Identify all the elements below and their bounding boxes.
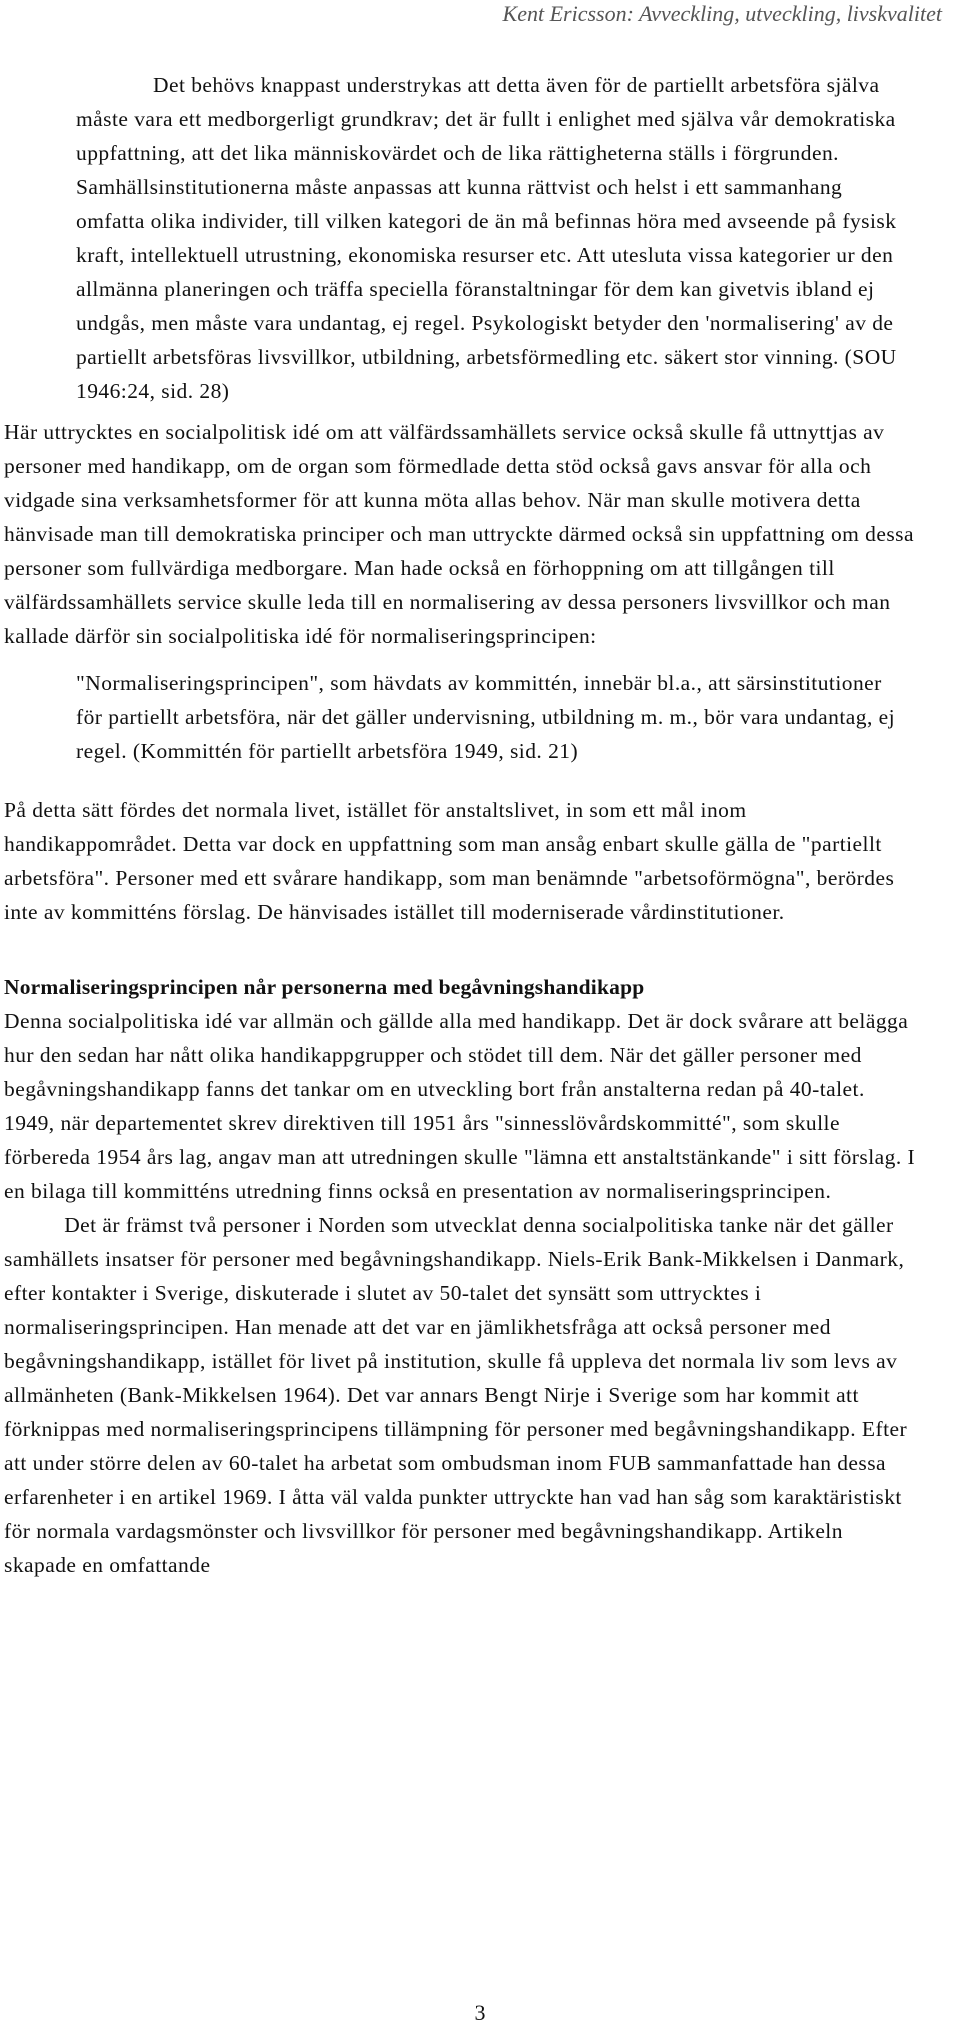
block-quote-committee-1949 bbox=[76, 666, 911, 768]
quote-text: Det behövs knappast understrykas att detta även för de partiellt arbetsföra själva måste vara ett medborgerligt grundkrav; det är fullt i enlighet med själva vår demokratiska uppfattning, att det lika människovärdet och de lika rättigheterna ställs i förgrunden. Samhällsinstitutionerna måste anpassas att kunna rättvist och helst i ett sammanhang omfatta olika individer, till vilken kategori de än må befinnas höra med avseende på fysisk kraft, intellektuell utrustning, ekonomiska resurser etc. Att utesluta vissa kategorier ur den allmänna planeringen och träffa speciella föranstaltningar för dem kan givetvis ibland ej undgås, men måste vara undantag, ej regel. Psykologiskt betyder den 'normalisering' av de partiellt arbetsföras livsvillkor, utbildning, arbetsförmedling etc. säkert stor vinning. (SOU 1946:24, sid. 28) bbox=[76, 73, 897, 403]
body-paragraph bbox=[4, 415, 919, 653]
quote-text: "Normaliseringsprincipen", som hävdats av kommittén, innebär bl.a., att särsinstitutioner för partiellt arbetsföra, när det gäller undervisning, utbildning m. m., bör vara undantag, ej regel. (Kommittén för partiellt arbetsföra 1949, sid. 21) bbox=[76, 671, 896, 763]
running-header: Kent Ericsson: Avveckling, utveckling, livskvalitet bbox=[502, 1, 942, 26]
section-heading: Normaliseringsprincipen når personerna med begåvningshandikapp bbox=[4, 975, 645, 999]
paragraph-text: Denna socialpolitiska idé var allmän och gällde alla med handikapp. Det är dock svårare att belägga hur den sedan har nått olika handikappgrupper och stödet till dem. När det gäller personer med begåvningshandikapp fanns det tankar om en utveckling bort från anstalterna redan på 40-talet. 1949, när departementet skrev direktiven till 1951 års "sinnesslövårdskommitté", som skulle förbereda 1954 års lag, angav man att utredningen skulle "lämna ett anstaltstänkande" i sitt förslag. I en bilaga till kommitténs utredning finns också en presentation av normaliseringsprincipen. bbox=[4, 1009, 916, 1203]
paragraph-text: Här uttrycktes en socialpolitisk idé om att välfärdssamhällets service också skulle få uttnyttjas av personer med handikapp, om de organ som förmedlade detta stöd också gavs ansvar för alla och vidgade sina verksamhetsformer för att kunna möta allas behov. När man skulle motivera detta hänvisade man till demokratiska principer och man uttryckte därmed också sin uppfattning om dessa personer som fullvärdiga medborgare. Man hade också en förhoppning om att tillgången till välfärdssamhällets service skulle leda till en normalisering av dessa personers livsvillkor och man kallade därför sin socialpolitiska idé för normaliseringsprincipen: bbox=[4, 420, 914, 648]
section bbox=[4, 970, 919, 1582]
page-number: 3 bbox=[474, 2000, 486, 2025]
block-quote-sou-1946 bbox=[76, 68, 911, 408]
body-paragraph bbox=[4, 793, 919, 929]
paragraph-text: På detta sätt fördes det normala livet, istället för anstaltslivet, in som ett mål inom handikappområdet. Detta var dock en uppfattning som man ansåg enbart skulle gälla de "partiellt arbetsföra". Personer med ett svårare handikapp, som man benämnde "arbetsoförmögna", berördes inte av kommitténs förslag. De hänvisades istället till moderniserade vårdinstitutioner. bbox=[4, 798, 895, 924]
paragraph-text: Det är främst två personer i Norden som utvecklat denna socialpolitiska tanke när det gäller samhällets insatser för personer med begåvningshandikapp. Niels-Erik Bank-Mikkelsen i Danmark, efter kontakter i Sverige, diskuterade i slutet av 50-talet det synsätt som uttrycktes i normaliseringsprincipen. Han menade att det var en jämlikhetsfråga att också personer med begåvningshandikapp, istället för livet på institution, skulle få uppleva det normala liv som levs av allmänheten (Bank-Mikkelsen 1964). Det var annars Bengt Nirje i Sverige som har kommit att förknippas med normaliseringsprincipens tillämpning för personer med begåvningshandikapp. Efter att under större delen av 60-talet ha arbetat som ombudsman inom FUB sammanfattade han dessa erfarenheter i en artikel 1969. I åtta väl valda punkter uttryckte han vad han såg som karaktäristiskt för normala vardagsmönster och livsvillkor för personer med begåvningshandikapp. Artikeln skapade en omfattande bbox=[4, 1213, 908, 1577]
